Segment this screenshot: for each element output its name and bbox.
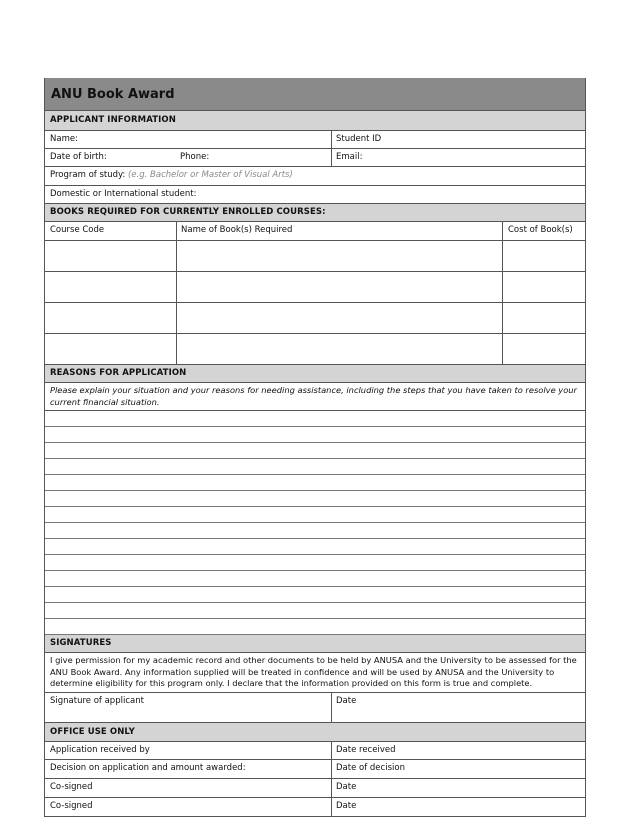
program-label (50, 170, 293, 180)
reasons-section-header (45, 365, 585, 383)
reason-line[interactable] (45, 491, 585, 507)
reasons-instructions: Please explain your situation and your reasons for needing assistance, including the steps that you have taken to resolve your current financial situation. (50, 385, 577, 407)
reason-line[interactable] (45, 475, 585, 491)
applicant-section-header (45, 111, 585, 131)
declaration-text: I give permission for my academic record and other documents to be held by ANUSA and the University to be assessed for the ANU Book Award. Any information supplied will be treated in confidence and will be used by ANUSA and the University to determine eligibility for this program only. I declare that the information provided on this form is true and complete. (50, 655, 577, 688)
application-form (44, 78, 586, 817)
books-header-row (45, 222, 585, 241)
applicant-heading: APPLICANT INFORMATION (50, 115, 176, 125)
cosigned-label-1: Co-signed (50, 782, 93, 792)
reason-line[interactable] (45, 507, 585, 523)
form-title-bar (45, 78, 585, 111)
decision-label: Decision on application and amount awarded: (50, 763, 246, 773)
cosigned-row-2[interactable] (45, 798, 585, 817)
program-row[interactable] (45, 167, 585, 186)
book-entry-row[interactable] (45, 334, 585, 365)
book-entry-row[interactable] (45, 272, 585, 303)
books-section-header (45, 204, 585, 222)
received-row[interactable] (45, 742, 585, 760)
book-entry-row[interactable] (45, 303, 585, 334)
reason-line[interactable] (45, 539, 585, 555)
decision-row[interactable] (45, 760, 585, 779)
student-id-label: Student ID (336, 134, 382, 144)
cosigned-row-1[interactable] (45, 779, 585, 798)
reason-line[interactable] (45, 571, 585, 587)
cosigned-label-2: Co-signed (50, 801, 93, 811)
email-label: Email: (336, 152, 363, 162)
name-row[interactable] (45, 131, 585, 149)
office-heading: OFFICE USE ONLY (50, 727, 135, 737)
cosigned-date-label-2: Date (336, 801, 357, 811)
signatures-section-header (45, 635, 585, 653)
reason-line[interactable] (45, 603, 585, 619)
form-title: ANU Book Award (51, 87, 175, 102)
book-entry-row[interactable] (45, 241, 585, 272)
declaration-row (45, 653, 585, 693)
book-name-header: Name of Book(s) Required (181, 225, 293, 235)
reason-line[interactable] (45, 587, 585, 603)
cost-header: Cost of Book(s) (508, 225, 573, 235)
phone-label: Phone: (180, 152, 210, 162)
reason-line[interactable] (45, 443, 585, 459)
office-section-header (45, 723, 585, 742)
name-label: Name: (50, 134, 78, 144)
course-code-header: Course Code (50, 225, 105, 235)
reason-line[interactable] (45, 411, 585, 427)
date-decision-label: Date of decision (336, 763, 405, 773)
cosigned-date-label-1: Date (336, 782, 357, 792)
reason-line[interactable] (45, 619, 585, 635)
dob-label: Date of birth: (50, 152, 107, 162)
reason-line[interactable] (45, 555, 585, 571)
program-label-text: Program of study: (50, 170, 126, 180)
reason-line[interactable] (45, 427, 585, 443)
date-received-label: Date received (336, 745, 396, 755)
domestic-label: Domestic or International student: (50, 189, 197, 199)
signature-label: Signature of applicant (50, 696, 144, 706)
received-by-label: Application received by (50, 745, 150, 755)
reason-line[interactable] (45, 523, 585, 539)
domestic-row[interactable] (45, 186, 585, 204)
reasons-heading: REASONS FOR APPLICATION (50, 368, 187, 378)
reason-line[interactable] (45, 459, 585, 475)
signatures-heading: SIGNATURES (50, 638, 112, 648)
signature-row[interactable] (45, 693, 585, 723)
books-heading: BOOKS REQUIRED FOR CURRENTLY ENROLLED COURSES: (50, 207, 326, 217)
dob-phone-email-row[interactable] (45, 149, 585, 167)
program-hint: (e.g. Bachelor or Master of Visual Arts) (127, 170, 293, 180)
signature-date-label: Date (336, 696, 357, 706)
reasons-instructions-row (45, 383, 585, 411)
